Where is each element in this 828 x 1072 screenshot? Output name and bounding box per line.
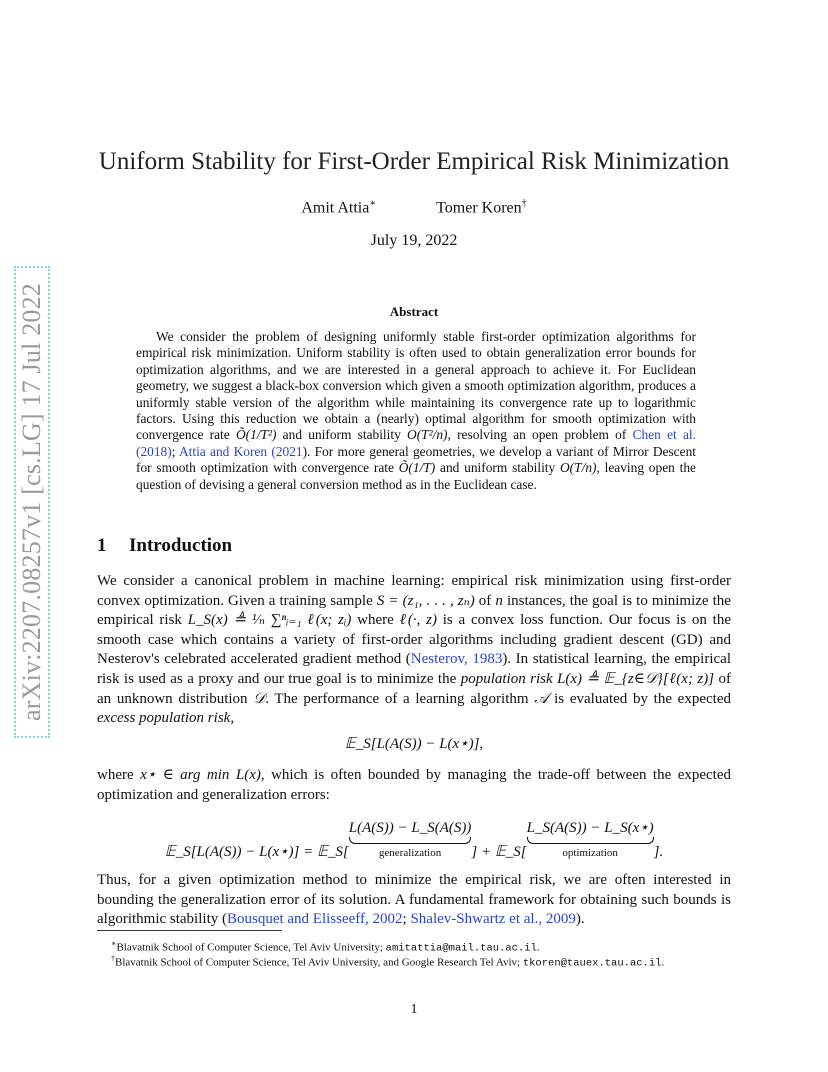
arxiv-identifier: arXiv:2207.08257v1 [cs.LG] 17 Jul 2022 [17,283,46,721]
abstract-body: We consider the problem of designing uniformly stable first-order optimization algorithms for empirical risk minimization. Uniform stability is often used to obtain generalization error bounds for optimization algorithms, and we are interested in a general approach to achieve it. For Euclidean geometry, we suggest a black-box conversion which given a smooth optimization algorithm, produces a uniformly stable version of the algorithm while maintaining its convergence rate up to logarithmic factors. Using this reduction we obtain a (nearly) optimal algorithm for smooth optimization with convergence rate Õ(1/T²) and uniform stability O(T²/n), resolving an open problem of Chen et al. (2018); Attia and Koren (2021). For more general geometries, we develop a variant of Mirror Descent for smooth optimization with convergence rate Õ(1/T) and uniform stability O(T/n), leaving open the question of devising a general conversion method as in the Euclidean case. [136,329,696,492]
footnote-1: ∗Blavatnik School of Computer Science, Tel Aviv University; amitattia@mail.tau.ac.il. [111,939,540,955]
citation-shalev-shwartz[interactable]: Shalev-Shwartz et al., 2009 [410,911,576,928]
underbrace [527,837,654,844]
email-attia[interactable]: amitattia@mail.tau.ac.il [385,942,537,955]
generalization-term: L(A(S)) − L_S(A(S)) generalization [348,820,472,859]
author-1: Amit Attia∗ [301,198,377,217]
intro-paragraph-3: Thus, for a given optimization method to minimize the empirical risk, we are often interested in bounding the generalization error of its solution. A fundamental framework for obtaining such bounds is algorithmic stability (Bousquet and Elisseeff, 2002; Shalev-Shwartz et al., 2009). [97,872,731,928]
paper-date: July 19, 2022 [370,232,458,249]
author-2: Tomer Koren† [436,198,527,217]
abstract-heading: Abstract [389,304,439,319]
underbrace [349,837,472,844]
citation-attia-koren[interactable]: Attia and Koren (2021 [178,443,303,459]
footnote-2: †Blavatnik School of Computer Science, Tel Aviv University, and Google Research Tel Aviv; tkoren@tauex.tau.ac.il. [111,954,665,970]
intro-paragraph-2: where x⋆ ∈ arg min L(x), which is often bounded by managing the trade-off between the expected optimization and generalization errors: [97,767,732,803]
citation-nesterov[interactable]: Nesterov, 1983 [410,651,503,668]
author-list [0,198,828,217]
citation-chen[interactable]: Chen et al. (2018) [136,427,696,459]
optimization-term: L_S(A(S)) − L_S(x⋆) optimization [526,820,654,859]
citation-bousquet[interactable]: Bousquet and Elisseeff, 2002 [226,911,403,928]
arxiv-watermark [14,266,50,738]
paper-title: Uniform Stability for First-Order Empirical Risk Minimization [98,148,730,175]
page-number: 1 [410,1002,418,1017]
section-heading: 1 Introduction [97,535,233,556]
equation-decomposition: 𝔼_S[L(A(S)) − L(x⋆)] = 𝔼_S[L(A(S)) − L_S(A(S)) generalization ] + 𝔼_S[L_S(A(S)) − L_S(x⋆) optimization ]. [164,820,664,860]
equation-excess-risk: 𝔼_S[L(A(S)) − L(x⋆)], [344,736,484,752]
intro-paragraph-1: We consider a canonical problem in machine learning: empirical risk minimization using first-order convex optimization. Given a training sample S = (z₁, . . . , zₙ) of n instances, the goal is to minimize the empirical risk L_S(x) ≜ ¹⁄ₙ ∑ⁿᵢ₌₁ ℓ(x; zᵢ) where ℓ(·, z) is a convex loss function. Our focus is on the smooth case which contains a variety of first-order algorithms including gradient descent (GD) and Nesterov's celebrated accelerated gradient method (Nesterov, 1983). In statistical learning, the empirical risk is used as a proxy and our true goal is to minimize the population risk L(x) ≜ 𝔼_{z∈𝒟}[ℓ(x; z)] of an unknown distribution 𝒟. The performance of a learning algorithm 𝒜 is evaluated by the expected excess population risk, [97,573,732,727]
footnote-rule [97,930,282,931]
email-koren[interactable]: tkoren@tauex.tau.ac.il [522,957,662,970]
